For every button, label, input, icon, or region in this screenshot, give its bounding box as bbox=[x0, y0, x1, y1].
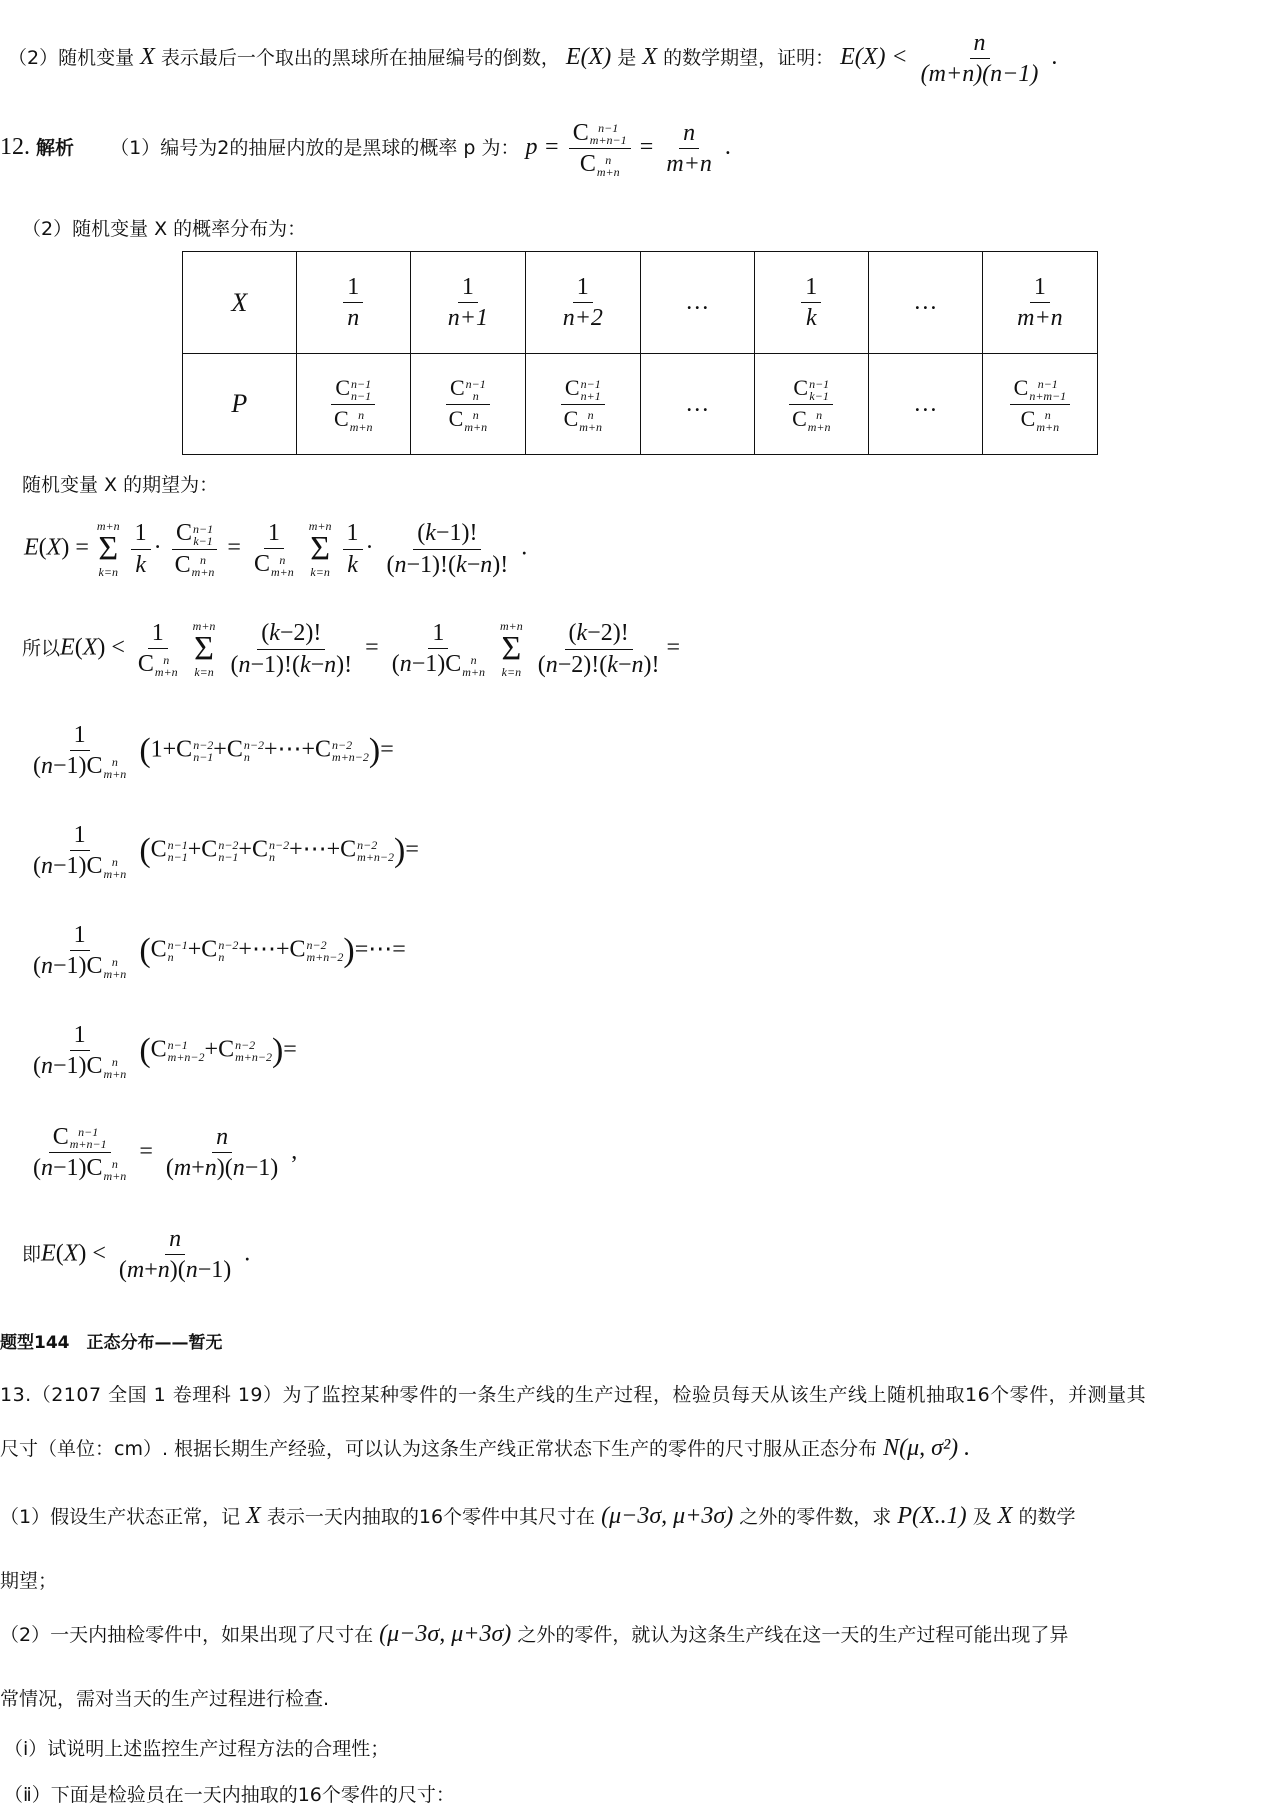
x-den: n bbox=[347, 305, 360, 332]
q13-p1i: 的数学 bbox=[1018, 1506, 1076, 1528]
q13-p1b: X bbox=[246, 1503, 261, 1529]
p-num: C n−1 n bbox=[446, 376, 490, 405]
p-num: C n−1 n−1 bbox=[331, 376, 375, 405]
p-num: C n−1 n+1 bbox=[561, 376, 605, 405]
p-num: C n−1 m+n−1 bbox=[569, 120, 631, 149]
eq-line-5: 1 (n−1)C n m+n (C n−1 n +C n−2 n +⋯+C n−2 m+n−2 )=⋯= bbox=[33, 922, 406, 981]
p-fraction bbox=[1010, 376, 1071, 433]
x-num: 1 bbox=[801, 274, 821, 303]
var-x: X bbox=[140, 43, 155, 70]
table-row-p bbox=[183, 354, 1098, 455]
q13-p2d: 常情况，需对当天的生产过程进行检查. bbox=[0, 1688, 330, 1710]
part2-text-c: 是 bbox=[617, 46, 637, 69]
x-cell: … bbox=[640, 252, 754, 354]
p-fraction bbox=[330, 376, 376, 433]
x-fraction bbox=[444, 274, 492, 332]
x-fraction bbox=[559, 274, 607, 332]
eq-line-8-prefix: 即 bbox=[22, 1243, 42, 1266]
q13-p2b: (μ−3σ, μ+3σ) bbox=[379, 1621, 512, 1647]
q13-normal: N(μ, σ²) . bbox=[883, 1435, 971, 1461]
p-cell bbox=[525, 354, 640, 455]
q13-sub-i: （ⅰ）试说明上述监控生产过程方法的合理性； bbox=[4, 1738, 390, 1760]
q13-part2 bbox=[0, 1620, 1068, 1648]
part2-question bbox=[8, 30, 1057, 88]
q13-part1 bbox=[0, 1502, 1076, 1530]
q13-line2 bbox=[0, 1434, 970, 1462]
eq-line-2: 所以E(X) < 1 C n m+n m+n Σ k=n $\frac{(k-2)!}{(n-1)!(k-n)!}$ = 1 (n−1)C n m+n m+n Σ k=n $\frac{(k-2)!}{(n-2)!(k-n)!}$ = bbox=[22, 619, 681, 679]
q13-p1g: 及 bbox=[972, 1506, 992, 1528]
p-den: C n m+n bbox=[579, 151, 620, 179]
p-num: C n−1 n+m−1 bbox=[1010, 376, 1071, 405]
q13-p1c: 表示一天内抽取的16个零件中其尺寸在 bbox=[266, 1506, 596, 1528]
eq-line-2-prefix: 所以 bbox=[22, 637, 61, 660]
p-den-sub: m+n bbox=[596, 164, 620, 179]
problem-number: 12. bbox=[0, 133, 30, 160]
x-fraction bbox=[343, 274, 363, 332]
p-eq: p = bbox=[525, 133, 560, 160]
x-num: 1 bbox=[1030, 274, 1050, 303]
x-den: n+1 bbox=[447, 305, 488, 332]
p-cell bbox=[296, 354, 410, 455]
part2-text-b: 表示最后一个取出的黑球所在抽屉编号的倒数， bbox=[160, 46, 560, 69]
p-rhs-den: m+n bbox=[666, 151, 712, 178]
expect-intro: 随机变量 X 的期望为： bbox=[22, 474, 219, 496]
row-header-p: P bbox=[183, 354, 297, 455]
x-num: 1 bbox=[458, 274, 478, 303]
x-num: 1 bbox=[343, 274, 363, 303]
table-row-x bbox=[183, 252, 1098, 354]
q13-p1e: 之外的零件数，求 bbox=[739, 1506, 892, 1528]
part2-intro: （2）随机变量 X 的概率分布为： bbox=[22, 218, 307, 240]
x-cell bbox=[296, 252, 410, 354]
eq-line-4: 1 (n−1)C n m+n (C n−1 n−1 +C n−2 n−1 +C n−2 n +⋯+C n−2 m+n−2 )= bbox=[33, 822, 419, 881]
p-cell bbox=[754, 354, 868, 455]
p-cell bbox=[982, 354, 1097, 455]
x-den: k bbox=[805, 305, 817, 332]
x-cell bbox=[982, 252, 1097, 354]
q13-p1j: 期望； bbox=[0, 1570, 58, 1592]
p-cell: … bbox=[640, 354, 754, 455]
period: . bbox=[1051, 43, 1058, 70]
p-cell bbox=[410, 354, 525, 455]
p-rhs bbox=[662, 120, 716, 178]
solution-label: 解析 bbox=[36, 136, 75, 159]
x-fraction bbox=[1013, 274, 1067, 332]
p-num-sub: m+n−1 bbox=[589, 133, 627, 148]
q13-p2a: （2）一天内抽检零件中，如果出现了尺寸在 bbox=[0, 1624, 374, 1646]
p-den: C n m+n bbox=[1020, 405, 1060, 434]
p-equals: = bbox=[639, 133, 654, 160]
expectation: E(X) bbox=[565, 43, 612, 70]
eq-line-8: 即E(X) < $\frac{n}{(m+n)(n-1)}$ . bbox=[22, 1226, 251, 1284]
q13-line1: 13.（2107 全国 1 卷理科 19）为了监控某种零件的一条生产线的生产过程，检验员每天从该生产线上随机抽取16个零件，并测量其 bbox=[0, 1384, 1147, 1406]
solution12-part1 bbox=[0, 120, 731, 178]
x-den: n+2 bbox=[562, 305, 603, 332]
q13-sub-ii: （ⅱ）下面是检验员在一天内抽取的16个零件的尺寸： bbox=[4, 1784, 455, 1806]
q13-p1f: P(X..1) bbox=[897, 1503, 967, 1529]
part1-text: （1）编号为2的抽屉内放的是黑球的概率 p 为： bbox=[110, 136, 520, 159]
q13-p1d: (μ−3σ, μ+3σ) bbox=[601, 1503, 734, 1529]
x-cell bbox=[410, 252, 525, 354]
q13-p2c: 之外的零件，就认为这条生产线在这一天的生产过程可能出现了异 bbox=[517, 1624, 1069, 1646]
ineq-fraction bbox=[917, 30, 1043, 88]
section-title: 题型144 正态分布——暂无 bbox=[0, 1333, 223, 1353]
x-cell: … bbox=[868, 252, 982, 354]
var-x-2: X bbox=[642, 43, 658, 70]
q13-p1h: X bbox=[997, 1503, 1013, 1529]
part2-text-a: （2）随机变量 bbox=[8, 46, 135, 69]
q13-p1a: （1）假设生产状态正常，记 bbox=[0, 1506, 241, 1528]
p-fraction bbox=[445, 376, 491, 433]
p-fraction bbox=[788, 376, 834, 433]
p-cell: … bbox=[868, 354, 982, 455]
row-header-x: X bbox=[183, 252, 297, 354]
p-fraction bbox=[560, 376, 606, 433]
p-den: C n m+n bbox=[448, 405, 488, 434]
x-fraction bbox=[801, 274, 821, 332]
x-den: m+n bbox=[1017, 305, 1063, 332]
p-end: . bbox=[724, 133, 731, 160]
eq-line-1: E(X) = m+n Σ k=n $\frac{1}{k}$ · C n−1 k−1 C n m+n = 1 C n m+n m+n Σ k=n $\frac{1}{k}$ · $\frac{(k-1)!}{(n-1)!(k-n)!}$ . bbox=[24, 519, 528, 579]
eq-line-3: 1 (n−1)C n m+n (1+C n−2 n−1 +C n−2 n +⋯+C n−2 m+n−2 )= bbox=[33, 722, 394, 781]
x-num: 1 bbox=[573, 274, 593, 303]
p-rhs-num: n bbox=[679, 120, 699, 149]
eq-line-6: 1 (n−1)C n m+n (C n−1 m+n−2 +C n−2 m+n−2 )= bbox=[33, 1022, 297, 1081]
p-num: C n−1 k−1 bbox=[789, 376, 833, 405]
p-den: C n m+n bbox=[563, 405, 603, 434]
ineq-lhs: E(X) < bbox=[840, 43, 908, 70]
eq-line-7: C n−1 m+n−1 (n−1)C n m+n = $\frac{n}{(m+n)(n-1)}$ , bbox=[33, 1124, 298, 1183]
q13-line2a: 尺寸（单位：cm）. 根据长期生产经验，可以认为这条生产线正常状态下生产的零件的尺寸服从正态分布 bbox=[0, 1438, 878, 1460]
p-den: C n m+n bbox=[334, 405, 373, 434]
distribution-table bbox=[182, 251, 1098, 455]
ineq-den: (m+n)(n−1) bbox=[920, 61, 1039, 88]
p-den: C n m+n bbox=[792, 405, 831, 434]
p-den-sup: n bbox=[605, 152, 612, 167]
p-fraction bbox=[569, 120, 631, 178]
x-cell bbox=[754, 252, 868, 354]
part2-text-d: 的数学期望，证明： bbox=[663, 46, 835, 69]
p-num-sup: n−1 bbox=[598, 121, 619, 136]
ineq-num: n bbox=[970, 30, 990, 59]
x-cell bbox=[525, 252, 640, 354]
